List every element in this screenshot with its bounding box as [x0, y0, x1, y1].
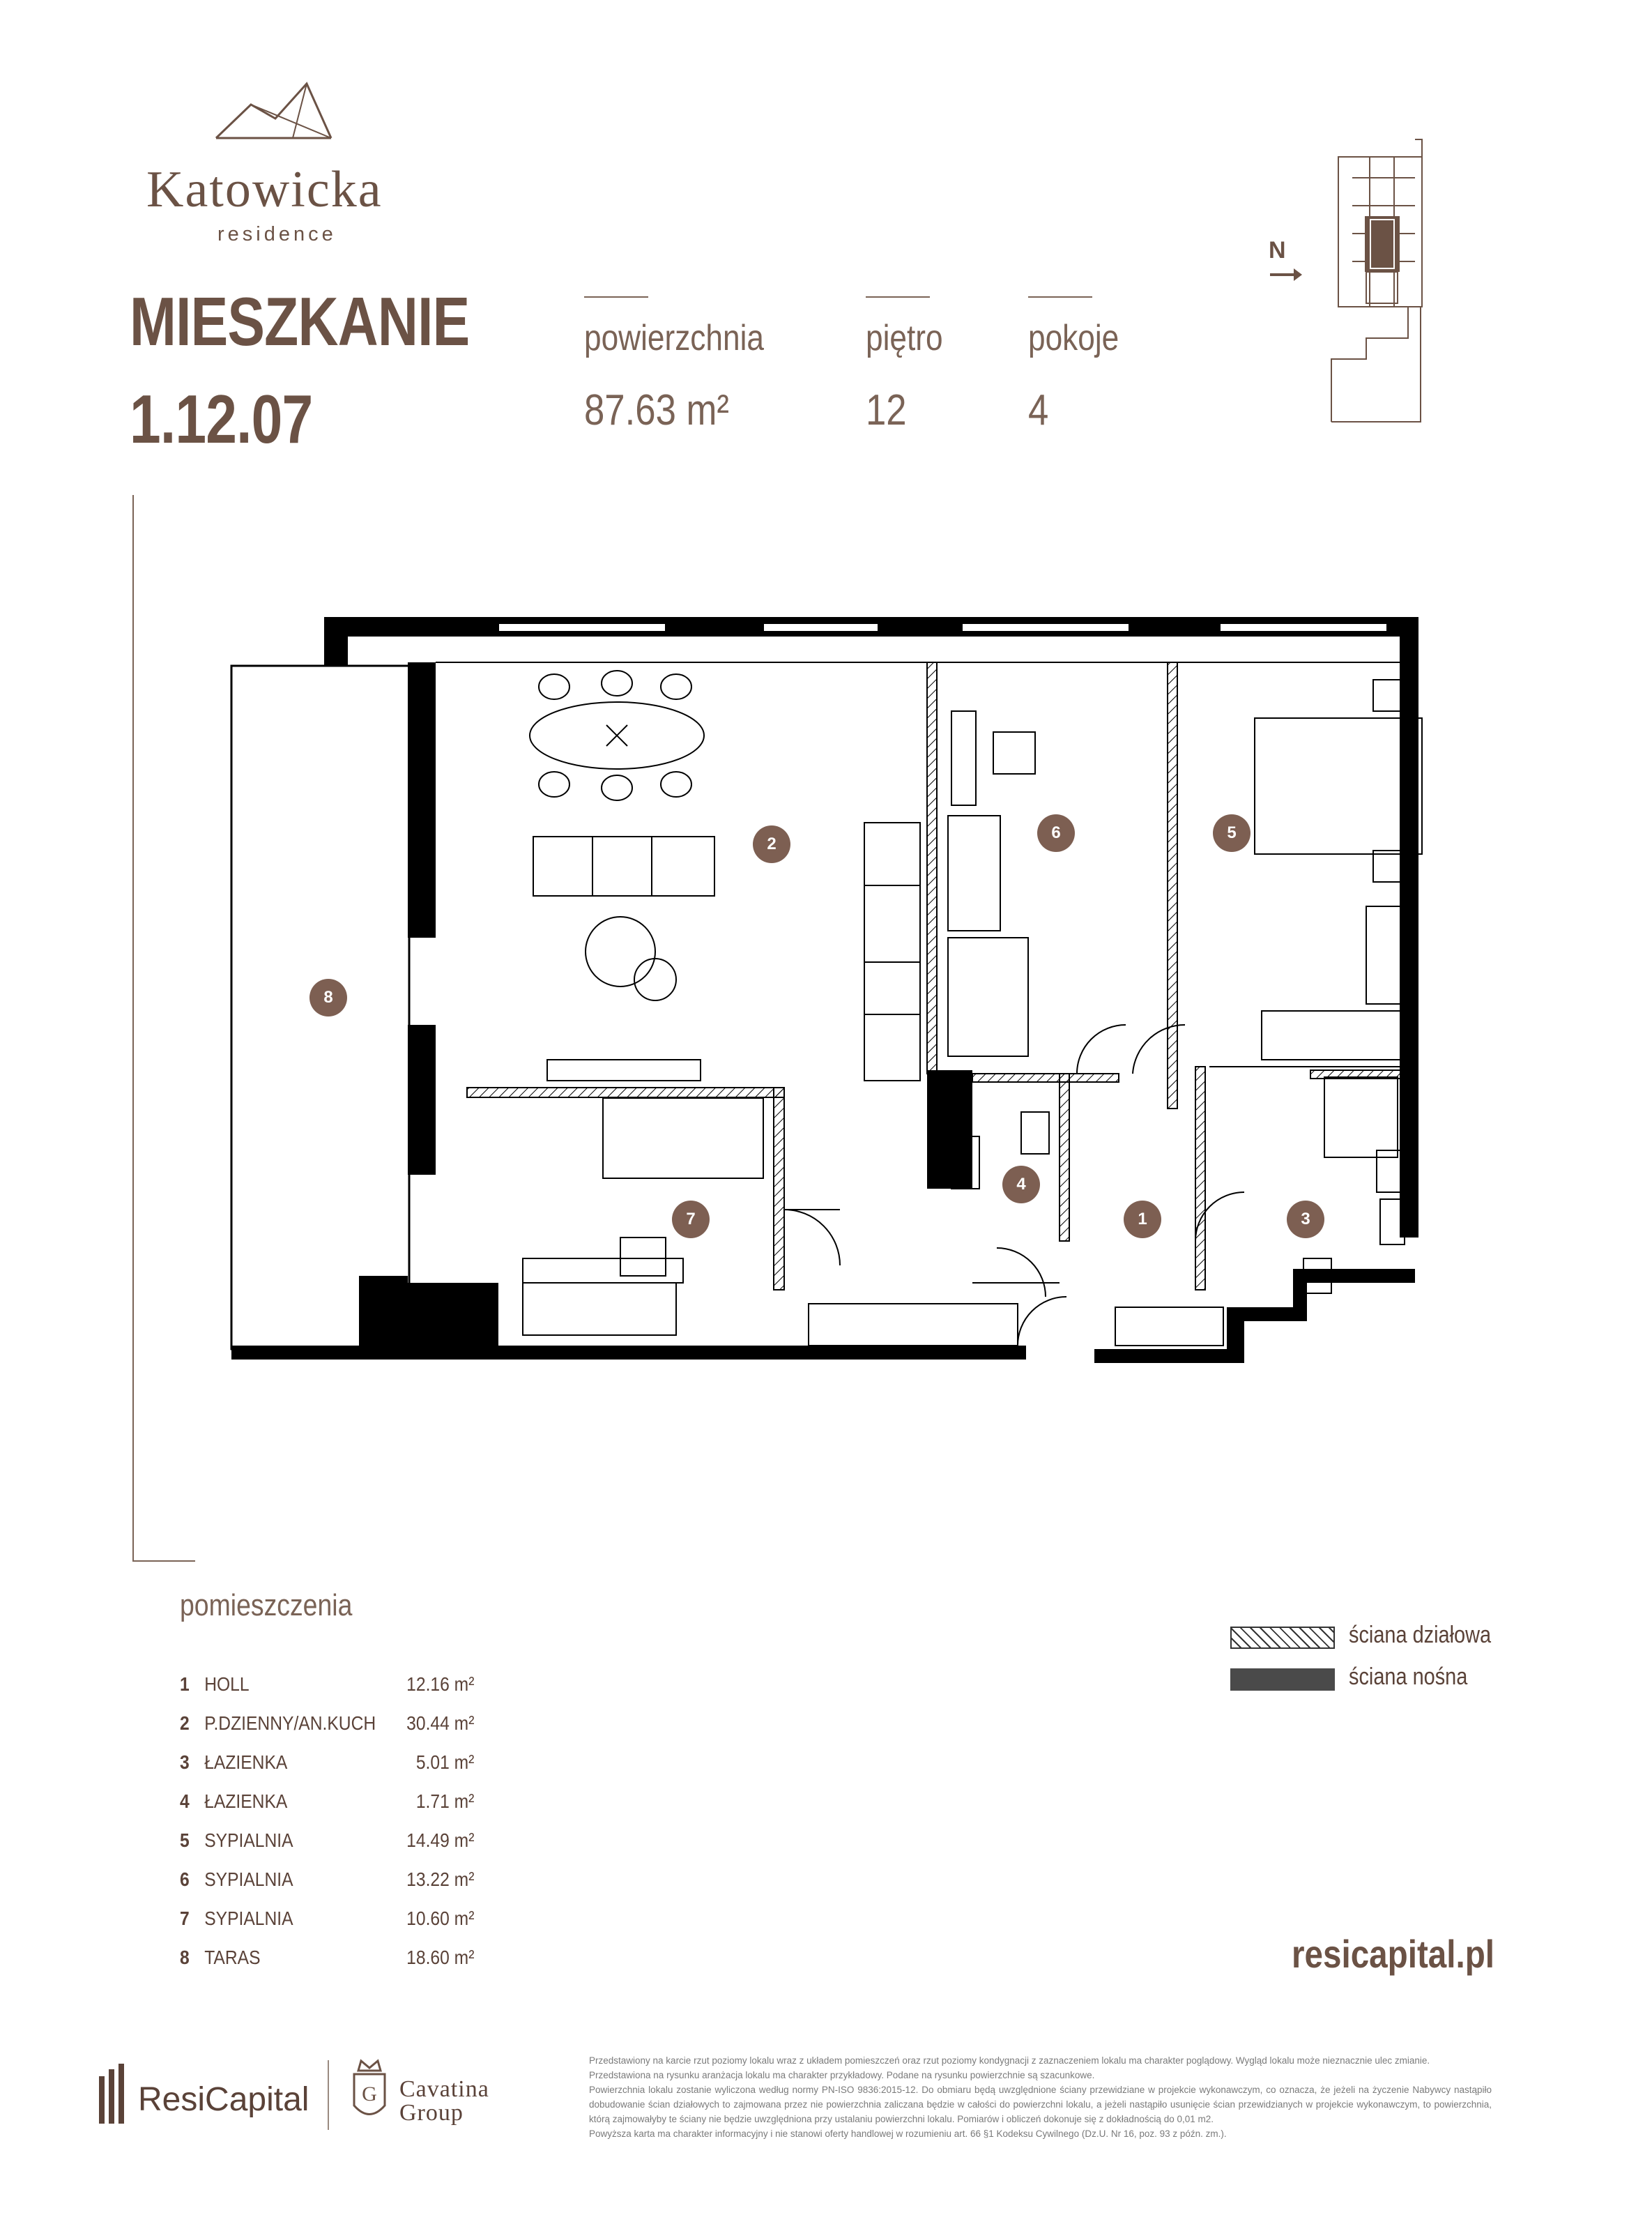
compass [1269, 237, 1303, 289]
room-name: HOLL [204, 1673, 250, 1695]
room-num: 1 [180, 1673, 190, 1695]
room-area: 10.60 m² [406, 1908, 475, 1929]
list-item [180, 1947, 474, 1974]
room-area: 12.16 m² [406, 1673, 475, 1695]
stat-divider [866, 296, 930, 298]
resicapital-logo-text: ResiCapital [138, 2081, 309, 2118]
compass-label: N [1269, 237, 1286, 264]
list-item [180, 1868, 474, 1896]
arrow-right-icon [1269, 264, 1303, 285]
cavatina-logo-line2: Group [399, 2100, 464, 2126]
room-badge-8: 8 [309, 979, 347, 1016]
furniture [523, 671, 1422, 1346]
list-item [180, 1790, 474, 1818]
room-num: 4 [180, 1790, 190, 1812]
cavatina-crest-icon [349, 2057, 390, 2126]
brand-name: Katowicka [146, 161, 383, 218]
list-item [180, 1829, 474, 1857]
disclaimer-line: Przedstawiony na karcie rzut poziomy lokalu wraz z układem pomieszczeń oraz rzut poziomy kondygnacji z zaznaczeniem lokalu ma charakter poglądowy. Wygląd lokalu może nieznacznie ulec zmianie. [589, 2055, 1430, 2066]
room-num: 2 [180, 1712, 190, 1734]
key-plan [1324, 136, 1429, 425]
room-name: ŁAZIENKA [204, 1790, 288, 1812]
stat-divider [1028, 296, 1092, 298]
room-badge-6: 6 [1037, 814, 1075, 852]
list-item [180, 1712, 474, 1740]
room-badge-5: 5 [1213, 814, 1251, 852]
disclaimer [589, 2053, 1492, 2141]
footer-divider [328, 2060, 329, 2130]
stat-floor [866, 296, 956, 435]
room-badge-7: 7 [672, 1201, 710, 1238]
resicapital-logo-icon [98, 2062, 132, 2125]
room-area: 13.22 m² [406, 1868, 475, 1890]
left-vertical-rule [132, 495, 134, 1562]
room-badge-3: 3 [1287, 1201, 1324, 1238]
stat-rooms [1028, 296, 1135, 435]
room-area: 18.60 m² [406, 1947, 475, 1968]
room-badge-4: 4 [1002, 1166, 1040, 1203]
legend-swatch-bearing [1230, 1668, 1335, 1691]
rooms-title: pomieszczenia [180, 1588, 353, 1622]
room-num: 3 [180, 1751, 190, 1773]
room-name: ŁAZIENKA [204, 1751, 288, 1773]
room-area: 5.01 m² [415, 1751, 475, 1773]
stat-divider [584, 296, 648, 298]
list-item [180, 1908, 474, 1935]
list-item [180, 1673, 474, 1701]
room-num: 8 [180, 1947, 190, 1968]
room-name: SYPIALNIA [204, 1829, 293, 1851]
room-area: 14.49 m² [406, 1829, 475, 1851]
stat-area [584, 296, 796, 435]
stat-rooms-label: pokoje [1028, 318, 1119, 358]
stat-rooms-value: 4 [1028, 386, 1049, 434]
room-name: SYPIALNIA [204, 1868, 293, 1890]
room-num: 7 [180, 1908, 190, 1929]
website-link[interactable]: resicapital.pl [1292, 1932, 1495, 1976]
rooms-list [180, 1673, 542, 1980]
disclaimer-line: Powyższa karta ma charakter informacyjny i nie stanowi oferty handlowej w rozumieniu art. 66 §1 Kodeksu Cywilnego (Dz.U. Nr 16, poz. 93 z późn. zm.). [589, 2129, 1227, 2139]
room-name: P.DZIENNY/AN.KUCH [204, 1712, 376, 1734]
legend-swatch-partition [1230, 1627, 1335, 1649]
room-name: SYPIALNIA [204, 1908, 293, 1929]
disclaimer-line: Powierzchnia lokalu zostanie wyliczona według normy PN-ISO 9836:2015-12. Do obmiaru będą uwzględnione ściany przewidziane w projekcie wykonawczym, co oznacza, że jeżeli na życzenie Nabywcy nastąpiło dobudowanie ścian działowych to zajmowana przez nie powierzchnia zaliczana będzie w całości do powierzchni lokalu, a jeżeli nastąpiło usunięcie ścian przewidzianych w projekcie wykonawczym, to powierzchnia, którą zajmowałyby te ściany nie będzie uwzględniona przy ustalaniu powierzchni lokalu. Pomiarów i obliczeń dokonuje się z dokładnością do 0,01 m2. [589, 2085, 1492, 2124]
legend-label-bearing: ściana nośna [1349, 1663, 1468, 1690]
unit-number: 1.12.07 [130, 381, 313, 457]
room-num: 6 [180, 1868, 190, 1890]
floor-plan [223, 614, 1450, 1380]
disclaimer-line: Przedstawiona na rysunku aranżacja lokalu ma charakter przykładowy. Podane na rysunku powierzchnie są szacunkowe. [589, 2070, 1095, 2080]
stat-floor-value: 12 [866, 386, 907, 434]
room-num: 5 [180, 1829, 190, 1851]
cavatina-logo-line1: Cavatina [399, 2076, 489, 2102]
legend-label-partition: ściana działowa [1349, 1622, 1492, 1648]
partition-walls [467, 662, 1401, 1290]
room-area: 1.71 m² [415, 1790, 475, 1812]
stat-area-label: powierzchnia [584, 318, 764, 358]
room-badge-2: 2 [753, 825, 790, 863]
room-name: TARAS [204, 1947, 261, 1968]
mountain-logo-icon [209, 77, 335, 143]
room-badge-1: 1 [1124, 1201, 1161, 1238]
stat-floor-label: piętro [866, 318, 943, 358]
brand-subtitle: residence [217, 223, 337, 245]
svg-text:G: G [362, 2082, 377, 2106]
unit-label: MIESZKANIE [130, 283, 470, 360]
list-item [180, 1751, 474, 1779]
left-horizontal-rule [132, 1560, 195, 1562]
stat-area-value: 87.63 m² [584, 386, 729, 434]
room-area: 30.44 m² [406, 1712, 475, 1734]
